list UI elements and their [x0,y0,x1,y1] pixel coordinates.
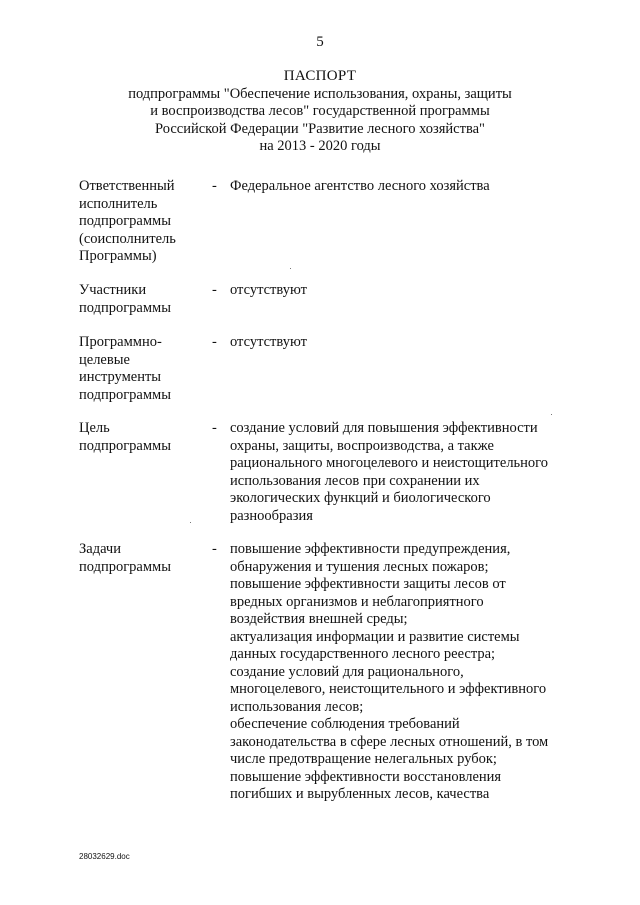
row-label-line: подпрограммы [79,558,171,575]
row-content-line: отсутствуют [230,334,307,350]
row-label-line: подпрограммы [79,386,171,403]
row-label-line: Программно- [79,334,162,350]
row-content-line: отсутствуют [230,282,307,298]
row-content-line: охраны, защиты, воспроизводства, а также [230,437,494,454]
row-label-line: подпрограммы [79,213,171,229]
document-code: 28032629.doc [79,852,130,861]
row-content-line: использования лесов; [230,698,364,715]
row-content [230,282,590,300]
row-content [230,420,590,525]
row-label-line: Ответственный [79,178,175,194]
row-label-line: подпрограммы [79,299,171,316]
row-label [79,178,204,266]
row-content-line: повышение эффективности восстановления [230,768,502,785]
row-label-line: Задачи [79,541,121,557]
row-content-line: погибших и вырубленных лесов, качества [230,786,490,802]
scan-speck [551,414,552,415]
row-dash: - [212,334,217,350]
scan-speck [190,522,191,523]
row-label-line: исполнитель [79,195,158,212]
row-label-line: (соисполнитель [79,230,176,247]
row-content-line: обнаружения и тушения лесных пожаров; [230,558,489,575]
passport-title-block [0,68,640,156]
row-content [230,541,590,804]
title-line: на 2013 - 2020 годы [259,138,381,154]
page-number: 5 [316,34,324,50]
row-content-line: законодательства в сфере лесных отношений, в том [230,733,549,750]
row-content-line: многоцелевого, неистощительного и эффективного [230,681,547,697]
title-line: подпрограммы "Обеспечение использования, охраны, защиты [128,85,512,102]
row-content-line: создание условий для рационального, [230,663,464,680]
row-content-line: повышение эффективности защиты лесов от [230,576,506,592]
scan-speck [290,268,291,269]
row-content-line: использования лесов при сохранении их [230,472,480,489]
row-content-line: числе предотвращение нелегальных рубок; [230,751,497,767]
row-dash: - [212,282,217,298]
row-content-line: создание условий для повышения эффективности [230,420,538,436]
row-label-line: подпрограммы [79,437,171,454]
row-dash: - [212,541,217,557]
row-label-line: целевые [79,351,130,368]
row-content-line: Федеральное агентство лесного хозяйства [230,178,490,194]
row-content-line: актуализация информации и развитие системы [230,628,520,645]
row-content [230,334,590,352]
row-label-line: инструменты [79,369,162,385]
row-label [79,282,204,317]
passport-heading: ПАСПОРТ [283,68,357,84]
row-label [79,541,204,576]
row-content-line: воздействия внешней среды; [230,611,408,627]
row-content-line: повышение эффективности предупреждения, [230,541,511,557]
row-content-line: рационального многоцелевого и неистощительного [230,455,549,471]
row-dash: - [212,178,217,194]
row-label-line: Программы) [79,248,157,264]
title-line: Российской Федерации "Развитие лесного хозяйства" [155,120,485,137]
row-content-line: вредных организмов и неблагоприятного [230,593,484,610]
row-label [79,334,204,404]
row-label [79,420,204,455]
row-content-line: экологических функций и биологического [230,490,491,506]
row-content-line: разнообразия [230,507,313,524]
row-label-line: Цель [79,420,110,436]
row-content-line: данных государственного лесного реестра; [230,646,496,662]
row-label-line: Участники [79,282,147,298]
row-content-line: обеспечение соблюдения требований [230,716,460,732]
row-dash: - [212,420,217,436]
row-content [230,178,590,196]
title-line: и воспроизводства лесов" государственной программы [150,103,490,119]
